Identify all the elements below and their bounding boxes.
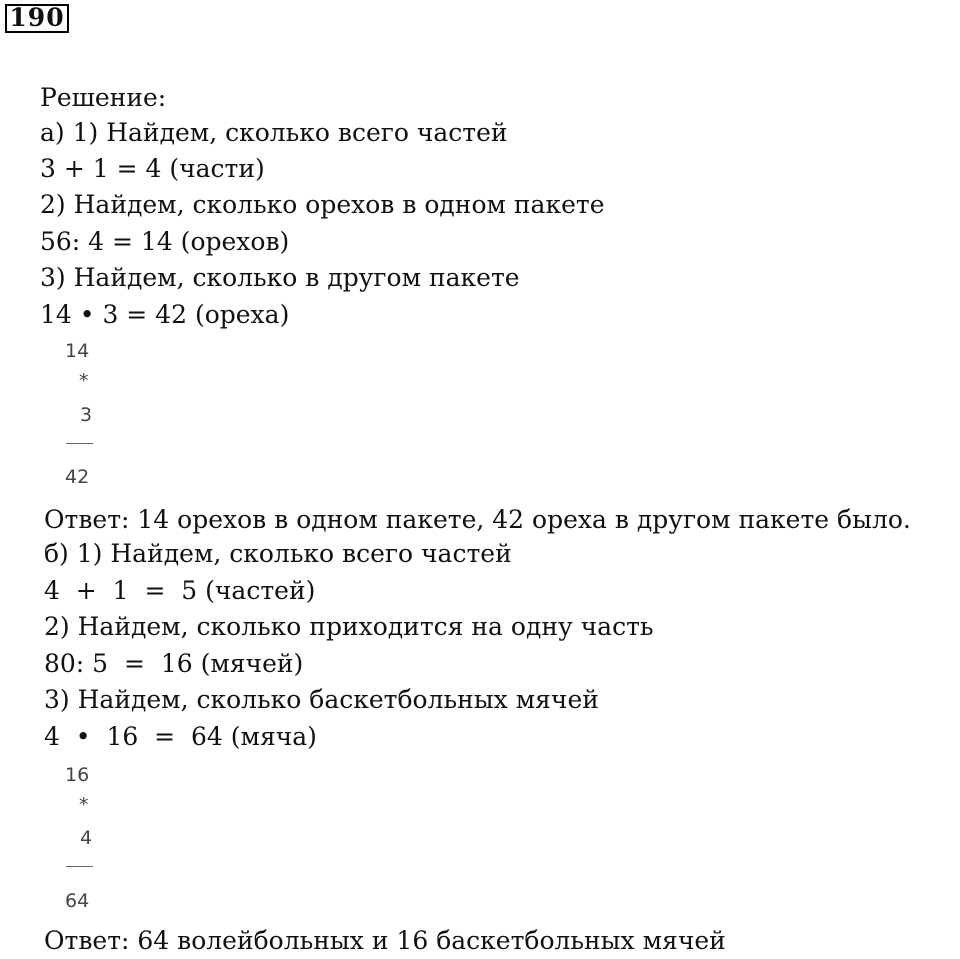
task-number-box: 190	[5, 4, 69, 33]
part-b-answer: Ответ: 64 волейбольных и 16 баскетбольных мячей	[44, 926, 726, 955]
part-b-step-1: б) 1) Найдем, сколько всего частей	[44, 539, 512, 568]
calc-a-operator: *	[79, 370, 89, 392]
part-a-step-2: 2) Найдем, сколько орехов в одном пакете	[40, 190, 605, 219]
calc-a-top: 14	[65, 340, 90, 362]
part-a-step-3: 3) Найдем, сколько в другом пакете	[40, 263, 520, 292]
calc-b-top: 16	[65, 764, 90, 786]
calc-b-operator: *	[79, 794, 89, 816]
part-b-equation-3: 4 • 16 = 64 (мяча)	[44, 722, 317, 751]
calc-b-rule	[66, 866, 93, 867]
calc-b-result: 64	[65, 890, 90, 912]
part-b-step-3: 3) Найдем, сколько баскетбольных мячей	[44, 685, 599, 714]
part-a-step-1: а) 1) Найдем, сколько всего частей	[40, 118, 508, 147]
part-a-equation-2: 56: 4 = 14 (орехов)	[40, 227, 290, 256]
part-a-equation-1: 3 + 1 = 4 (части)	[40, 154, 265, 183]
calc-b-bottom: 4	[80, 827, 93, 849]
solution-heading: Решение:	[40, 83, 167, 112]
part-a-answer: Ответ: 14 орехов в одном пакете, 42 ореха в другом пакете было.	[44, 505, 911, 534]
calc-a-rule	[66, 443, 93, 444]
part-b-equation-1: 4 + 1 = 5 (частей)	[44, 576, 316, 605]
calc-a-result: 42	[65, 466, 90, 488]
part-b-step-2: 2) Найдем, сколько приходится на одну часть	[44, 612, 654, 641]
part-a-equation-3: 14 • 3 = 42 (ореха)	[40, 300, 290, 329]
calc-a-bottom: 3	[80, 404, 93, 426]
part-b-equation-2: 80: 5 = 16 (мячей)	[44, 649, 304, 678]
